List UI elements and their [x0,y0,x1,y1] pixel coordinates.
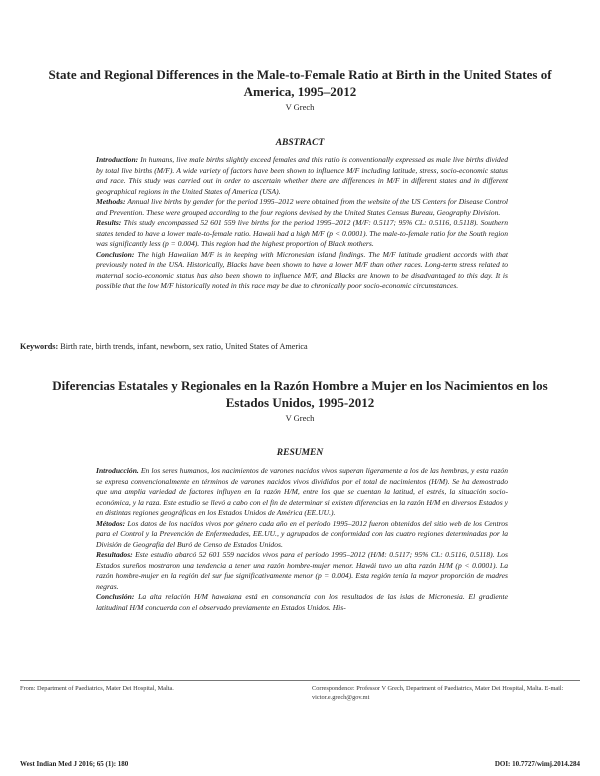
abstract-conclusion [96,250,508,292]
methods-label: Methods: [96,197,126,206]
metodos-label: Métodos: [96,518,126,528]
introduction-text: In humans, live male births slightly exceed females and this ratio is conventionally expressed as male live births divided by total live births (M/F). A wide variety of factors have been shown to influence M/F including latitude, stress, socio-economic status and race. This study was carried out in order to ascertain whether there are differences in M/F in different states and in different geographical regions in the United States of America (USA). [96,155,508,196]
resumen-metodos [96,519,508,551]
introduccion-label: Introducción. [96,466,139,475]
english-author: V Grech [285,102,315,112]
abstract-methods [96,197,508,218]
journal-citation: West Indian Med J 2016; 65 (1): 180 [20,760,129,768]
resumen-conclusion [96,592,508,613]
spanish-abstract [96,466,508,613]
introduction-label: Introduction: [96,155,139,164]
resumen-heading: RESUMEN [276,448,324,458]
resumen-introduccion [96,466,508,519]
footnote-divider [20,680,580,681]
resumen-resultados [96,550,508,592]
conclusion-es-label: Conclusión: [96,592,135,601]
spanish-author: V Grech [285,413,315,423]
footnote-from: From: Department of Paediatrics, Mater Dei Hospital, Malta. [20,685,174,692]
english-abstract [96,155,508,292]
footnote-correspondence: Correspondence: Professor V Grech, Department of Paediatrics, Mater Dei Hospital, Malta. E-mail: victor.e.grech@gov.mt [312,685,564,701]
keywords-text: Birth rate, birth trends, infant, newborn, sex ratio, United States of America [58,342,308,351]
introduccion-text: En los seres humanos, los nacimientos de varones nacidos vivos superan ligeramente a los de las hembras, y esta razón se expresa convencionalmente en términos de varones nacidos vivos divididos por el total de nacimientos (H/M). Se ha demostrado que una amplia variedad de factores influyen en la razón H/M, entre los que se cuentan la latitud, el estrés, la situación socio-económica, y la raza. Este estudio se llevó a cabo con el fin de determinar si existen diferencias en la razón H/M en diversos Estados y en distintas regiones geográficas en los Estados Unidos de América (EE.UU.). [96,466,508,517]
resultados-text: Este estudio abarcó 52 601 559 nacidos vivos para el período 1995–2012 (H/M: 0.5117; 95% CL: 0.5116, 0.5118). Los Estados sureños mostraron una tendencia a tener una razón hombre-mujer menor. Hawái tuvo un alta razón H/M (p < 0.0001). La razón hombre-mujer en la región del sur fue significativamente menor (p = 0.004). Esta región tenía la mayor proporción de madres negras. [96,550,508,591]
results-text: This study encompassed 52 601 559 live births for the period 1995–2012 (M/F: 0.5117; 95% CL: 0.5116, 0.5118). Southern states tended to have a lower male-to-female ratio. Hawaii had a high M/F (p < 0.0001). The male-to-female ratio for the South region was significantly less (p = 0.004). This region had the highest proportion of Black mothers. [96,218,508,248]
abstract-heading: ABSTRACT [275,138,325,148]
resultados-label: Resultados: [96,550,133,559]
methods-text: Annual live births by gender for the period 1995–2012 were obtained from the website of the US Centers for Disease Control and Prevention. These were grouped according to the four regions devised by the United States Census Bureau, Geography Division. [96,197,508,217]
english-title: State and Regional Differences in the Male-to-Female Ratio at Birth in the United States of America, 1995–2012 [48,67,552,99]
keywords-label: Keywords: [20,342,59,351]
conclusion-text: The high Hawaiian M/F is in keeping with Micronesian island findings. The M/F latitude gradient accords with that previously noted in the USA. Historically, Blacks have been shown to have a lower M/F than other races. Long-term stress related to maternal socio-economic status has also been shown to influence M/F, and Blacks are known to be disadvantaged to this day. It is possible that the low M/F historically noted in this race may be due to chronically poor socio-economic circumstances. [96,249,508,290]
abstract-introduction [96,155,508,197]
conclusion-label: Conclusion: [96,249,135,259]
results-label: Results: [96,218,122,227]
spanish-title: Diferencias Estatales y Regionales en la Razón Hombre a Mujer en los Nacimientos en los Estados Unidos, 1995-2012 [52,378,548,410]
metodos-text: Los datos de los nacidos vivos por género cada año en el período 1995–2012 fueron obtenidos del sitio web de los Centros para el Control y la Prevención de Enfermedades, EE.UU., y agrupados de conformidad con las cuatro regiones determinadas por la División de Geografía del Buró de Censo de Estados Unidos. [96,518,508,549]
doi: DOI: 10.7727/wimj.2014.284 [494,760,580,768]
abstract-results [96,218,508,250]
keywords [20,341,580,352]
conclusion-es-text: La alta relación H/M hawaiana está en consonancia con los resultados de las islas de Micronesia. El gradiente latitudinal H/M concuerda con el observado previamente en Estados Unidos. His- [96,592,508,612]
